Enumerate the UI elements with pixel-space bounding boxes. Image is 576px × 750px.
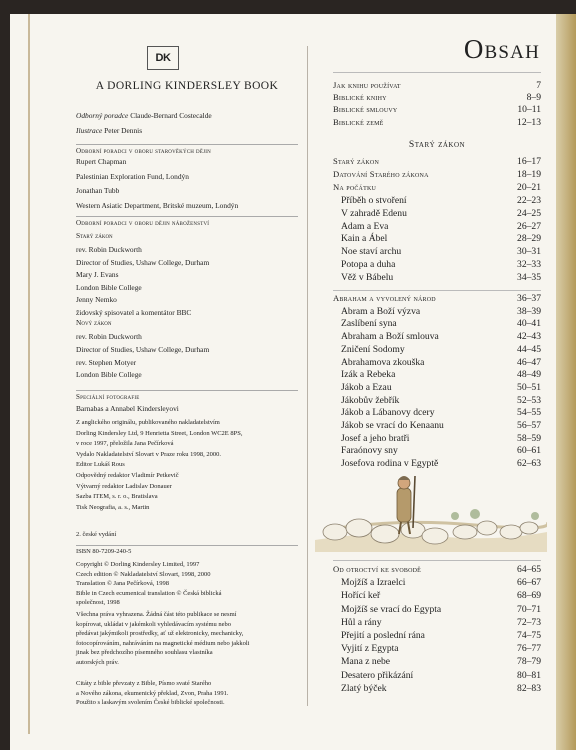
copyright-line: Czech edition © Nakladatelství Slovart, 1998, 2000 (76, 570, 211, 578)
toc-page-range: 66–67 (517, 577, 541, 589)
advisor-line (76, 111, 301, 120)
toc-page-range: 26–27 (517, 220, 541, 232)
toc-subentry (333, 259, 541, 270)
toc-page-range: 30–31 (517, 246, 541, 258)
toc-subentry (333, 272, 541, 283)
toc-entry-title: Josefova rodina v Egyptě (341, 458, 439, 470)
credit-line: Western Asiatic Department, Britské muzeum, Londýn (76, 200, 239, 210)
toc-entry-title: Zaslíbení syna (341, 318, 397, 330)
toc-entry-title: Desatero přikázání (341, 669, 414, 681)
toc-page-range: 50–51 (517, 381, 541, 393)
edition: 2. české vydání (76, 531, 117, 538)
photographers: Barnabas a Annabel Kindersleyovi (76, 404, 179, 413)
toc-entry-title: Jákob a Ezau (341, 381, 392, 393)
toc-subentry (333, 643, 541, 654)
copyright-line: Bible in Czech ecumenical translation © Česká biblická (76, 589, 222, 597)
imprint-line: Vydalo Nakladatelství Slovart v Praze roku 1998, 2000. (76, 450, 221, 458)
toc-page-range: 16–17 (517, 156, 541, 167)
imprint-line: Výtvarný redaktor Ladislav Donauer (76, 482, 172, 490)
credit-line: Jenny Nemko (76, 295, 117, 304)
toc-entry (333, 104, 541, 115)
toc-page-range: 54–55 (517, 407, 541, 419)
toc-entry-title: V zahradě Edenu (341, 207, 407, 219)
ancient-history-heading: Odborní poradci v oboru starověkých dějin (76, 144, 298, 155)
toc-entry-title: Jak knihu používat (333, 80, 401, 90)
advisor-label: Odborný poradce (76, 111, 129, 120)
toc-entry-title: Kain a Ábel (341, 233, 388, 245)
toc-entry-title: Hůl a rány (341, 616, 382, 628)
copyright-line: Translation © Jana Pečírková, 1998 (76, 580, 169, 588)
toc-entry-title: Mana z nebe (341, 656, 391, 668)
toc-page-range: 20–21 (517, 181, 541, 193)
toc-entry (333, 564, 541, 575)
copyright-line: Copyright © Dorling Kindersley Limited, 1997 (76, 561, 200, 568)
page-spine (28, 14, 30, 734)
toc-subentry (333, 357, 541, 368)
credit-line: London Bible College (76, 282, 142, 292)
toc-page-range: 42–43 (517, 331, 541, 343)
illustrator-label: Ilustrace (76, 126, 103, 135)
toc-entry (333, 92, 541, 103)
advisor-name: Claude-Bernard Costecalde (130, 111, 212, 120)
rights-line: autorských práv. (76, 659, 119, 666)
credit-line: Mary J. Evans (76, 270, 119, 279)
book-cover-edge (556, 14, 576, 750)
toc-entry-title: Abraham a Boží smlouva (341, 331, 439, 343)
toc-page-range: 64–65 (517, 564, 541, 575)
toc-page-range: 32–33 (517, 259, 541, 271)
credit-line: Rupert Chapman (76, 157, 127, 166)
toc-entry-title: Zničení Sodomy (341, 343, 405, 355)
toc-subentry (333, 617, 541, 628)
title-rule (333, 72, 541, 73)
toc-page-range: 52–53 (517, 394, 541, 406)
toc-page-range: 8–9 (526, 92, 541, 104)
toc-entry-title: Jákobův žebřík (341, 394, 400, 406)
toc-page-range: 38–39 (517, 305, 541, 317)
toc-subentry (333, 208, 541, 219)
toc-page-range: 34–35 (517, 272, 541, 284)
toc-page-range: 46–47 (517, 356, 541, 368)
isbn: ISBN 80-7209-240-5 (76, 545, 298, 555)
toc-entry-title: Jákob a Lábanovy dcery (341, 407, 435, 419)
toc-page-range: 22–23 (517, 194, 541, 206)
toc-page-range: 44–45 (517, 343, 541, 355)
imprint-line: Sazba ITEM, s. r. o., Bratislava (76, 493, 158, 501)
toc-entry-title: Adam a Eva (341, 220, 389, 232)
toc-subentry (333, 590, 541, 601)
religion-heading: Odborní poradci v oboru dějin náboženství (76, 216, 298, 227)
toc-entry-title: Datování Starého zákona (333, 168, 429, 179)
copyright-line: společnost, 1998 (76, 599, 120, 607)
toc-subentry (333, 369, 541, 380)
toc-entry-title: Biblické knihy (333, 92, 387, 103)
toc-subentry (333, 420, 541, 431)
illustrator-line (76, 126, 301, 135)
credit-line: Director of Studies, Ushaw College, Durham (76, 257, 210, 267)
toc-page-range: 74–75 (517, 630, 541, 641)
photography-heading: Speciální fotografie (76, 390, 298, 401)
toc-subentry (333, 246, 541, 257)
toc-page-range: 58–59 (517, 432, 541, 444)
toc-subentry (333, 382, 541, 393)
toc-subentry (333, 221, 541, 232)
toc-page-range: 70–71 (517, 603, 541, 615)
toc-entry-title: Biblické země (333, 116, 384, 127)
credit-line: Palestinian Exploration Fund, Londýn (76, 171, 189, 181)
toc-page-range: 60–61 (517, 445, 541, 457)
toc-page-range: 68–69 (517, 590, 541, 602)
rights-line: jinak bez předchozího písemného souhlasu vlastníka (76, 649, 213, 657)
credit-line: Jonathan Tubb (76, 186, 120, 195)
toc-subentry (333, 630, 541, 641)
toc-entry-title: Noe staví archu (341, 246, 402, 258)
toc-entry (333, 169, 541, 180)
section-rule (333, 290, 541, 291)
toc-subentry (333, 195, 541, 206)
toc-subentry (333, 656, 541, 667)
toc-entry-title: Abram a Boží výzva (341, 305, 421, 317)
new-testament-subheading: Nový zákon (76, 318, 112, 327)
toc-page-range: 7 (536, 80, 541, 91)
imprint-line: Odpovědný redaktor Vladimír Petkevič (76, 472, 179, 479)
credit-line: London Bible College (76, 370, 142, 380)
toc-entry-title: Mojžíš a Izraelci (341, 577, 406, 589)
toc-page-range: 24–25 (517, 207, 541, 219)
illustrator-name: Peter Dennis (104, 126, 143, 135)
toc-subentry (333, 670, 541, 681)
toc-page-range: 28–29 (517, 233, 541, 245)
toc-subentry (333, 604, 541, 615)
toc-entry-title: Jákob se vrací do Kenaanu (341, 420, 444, 431)
toc-page-range: 82–83 (517, 682, 541, 694)
toc-entry (333, 182, 541, 193)
section-rule-2 (333, 560, 541, 561)
toc-page-range: 62–63 (517, 458, 541, 470)
toc-page-range: 72–73 (517, 616, 541, 628)
toc-entry-title: Na počátku (333, 181, 377, 192)
page-title: Obsah (463, 34, 540, 64)
toc-entry-title: Hořící keř (341, 590, 381, 602)
toc-entry-title: Faraónovy sny (341, 445, 398, 457)
toc-page-range: 18–19 (517, 168, 541, 180)
toc-entry-title: Mojžíš se vrací do Egypta (341, 603, 442, 615)
toc-subentry (333, 433, 541, 444)
toc-subentry (333, 306, 541, 317)
citation-line: a Nového zákona, ekumenický překlad, Zvon, Praha 1991. (76, 689, 229, 697)
toc-page-range: 48–49 (517, 369, 541, 381)
rights-line: fotocopírováním, nahráváním na magnetické médium nebo jakkoli (76, 639, 250, 647)
shepherd-illustration (315, 470, 547, 552)
toc-subentry (333, 577, 541, 588)
toc-subentry (333, 331, 541, 342)
toc-page-range: 12–13 (517, 116, 541, 128)
section-heading-old-testament: Starý zákon (408, 139, 466, 150)
imprint-line: v roce 1997, přeložila Jana Pečírková (76, 440, 174, 448)
toc-page-range: 56–57 (517, 420, 541, 431)
toc-entry (333, 80, 541, 91)
citation-line: Použito s laskavým svolením České biblické společnosti. (76, 699, 225, 707)
toc-entry-title: Josef a jeho bratři (341, 432, 410, 444)
toc-page-range: 78–79 (517, 656, 541, 668)
credit-line: židovský spisovatel a komentátor BBC (76, 307, 192, 317)
toc-subentry (333, 445, 541, 456)
toc-subentry (333, 407, 541, 418)
toc-page-range: 36–37 (517, 293, 541, 304)
toc-subentry (333, 458, 541, 469)
toc-entry (333, 156, 541, 167)
citation-line: Citáty z bible převzaty z Bible, Písmo svaté Starého (76, 680, 212, 687)
imprint-line: Tisk Neografia, a. s., Martin (76, 503, 150, 511)
credit-line: rev. Stephen Motyer (76, 357, 137, 367)
toc-entry (333, 117, 541, 128)
toc-subentry (333, 318, 541, 329)
toc-entry-title: Vyjití z Egypta (341, 643, 399, 655)
toc-entry-title: Přejití a poslední rána (341, 630, 425, 641)
toc-page-range: 10–11 (517, 104, 541, 116)
toc-entry-title: Starý zákon (333, 156, 379, 166)
dk-logo: DK (147, 46, 179, 70)
publisher-line: A DORLING KINDERSLEY BOOK (95, 80, 279, 92)
toc-page-range: 40–41 (517, 318, 541, 330)
toc-subentry (333, 395, 541, 406)
rights-line: Všechna práva vyhrazena. Žádná část této publikace se nesmí (76, 611, 237, 618)
imprint-line: Dorling Kindersley Ltd, 9 Henrietta Street, London WC2E 8PS, (76, 429, 243, 437)
toc-entry-title: Abraham a vyvolený národ (333, 293, 436, 303)
credit-line: rev. Robin Duckworth (76, 332, 142, 341)
column-divider (307, 46, 308, 706)
toc-entry-title: Abrahamova zkouška (341, 356, 425, 368)
imprint-line: Editor Lukáš Rous (76, 461, 125, 469)
old-testament-subheading: Starý zákon (76, 231, 113, 240)
toc-subentry (333, 683, 541, 694)
credit-line: rev. Robin Duckworth (76, 245, 142, 254)
toc-subentry (333, 233, 541, 244)
toc-entry-title: Věž v Bábelu (341, 272, 394, 284)
toc-entry-title: Biblické smlouvy (333, 104, 398, 115)
rights-line: kopírovat, ukládat v jakémkoli vyhledávacím systému nebo (76, 620, 232, 628)
toc-subentry (333, 344, 541, 355)
toc-entry-title: Zlatý býček (341, 682, 387, 694)
toc-entry-title: Potopa a duha (341, 259, 396, 271)
credit-line: Director of Studies, Ushaw College, Durham (76, 344, 210, 354)
toc-entry-title: Od otroctví ke svobodě (333, 564, 422, 574)
imprint-line: Z anglického originálu, publikovaného nakladatelstvím (76, 419, 220, 426)
rights-line: předávat jakýmikoli prostředky, ať už elektronicky, mechanicky, (76, 630, 244, 638)
toc-entry-title: Izák a Rebeka (341, 369, 396, 381)
toc-entry (333, 293, 541, 304)
toc-entry-title: Příběh o stvoření (341, 194, 407, 206)
toc-page-range: 80–81 (517, 669, 541, 681)
toc-page-range: 76–77 (517, 643, 541, 655)
